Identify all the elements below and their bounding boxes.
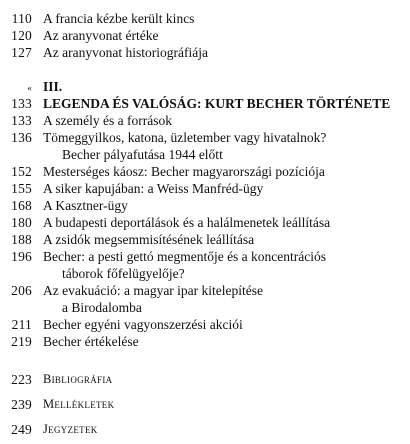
entry-title: Jegyzetek (43, 422, 98, 436)
page-number: 120 (11, 28, 32, 43)
page-number: 152 (11, 164, 32, 179)
toc-entry (0, 129, 410, 146)
part-numeral: III. (43, 79, 63, 94)
page-number: 188 (11, 232, 32, 247)
entry-title: Bibliográfia (43, 372, 113, 386)
toc-entry (0, 44, 410, 61)
entry-title: Az evakuáció: a magyar ipar kitelepítése (43, 283, 264, 298)
chapter-heading (0, 95, 410, 112)
page-number: 249 (11, 422, 32, 437)
entry-title: Becher egyéni vagyonszerzési akciói (43, 317, 243, 332)
entry-title-continuation: táborok főfelügyelője? (62, 266, 185, 281)
entry-title: Becher értékelése (43, 334, 139, 349)
toc-entry (0, 333, 410, 350)
page-number: 180 (11, 215, 32, 230)
back-matter (0, 367, 410, 442)
page-number: 239 (11, 397, 32, 412)
page-number: 136 (11, 130, 32, 145)
toc-entry (0, 163, 410, 180)
page-number: 206 (11, 283, 32, 298)
page-number: 168 (11, 198, 32, 213)
chapter-title: LEGENDA ÉS VALÓSÁG: KURT BECHER TÖRTÉNETE (43, 96, 391, 111)
entry-title-continuation: Becher pályafutása 1944 előtt (62, 147, 223, 162)
page-number: 127 (11, 45, 32, 60)
entry-title: A személy és a források (43, 113, 172, 128)
entry-title: Mellékletek (43, 397, 115, 411)
toc-entry (0, 10, 410, 27)
entry-title: Becher: a pesti gettó megmentője és a koncentrációs (43, 249, 327, 264)
toc-entry (0, 367, 410, 392)
page-number: 196 (11, 249, 32, 264)
entry-title-continuation: a Birodalomba (62, 300, 142, 315)
page-number: 223 (11, 372, 32, 387)
entry-title: A Kasztner-ügy (43, 198, 128, 213)
page-number: 133 (11, 113, 32, 128)
page-number: 219 (11, 334, 32, 349)
toc-entry (0, 197, 410, 214)
part-marker: « (27, 83, 32, 93)
toc-entry (0, 392, 410, 417)
toc-entry (0, 248, 410, 265)
entry-title: Tömeggyilkos, katona, üzletember vagy hivatalnok? (43, 130, 327, 145)
spacer (0, 61, 410, 78)
page-number: 133 (11, 96, 32, 111)
entry-title: Az aranyvonat értéke (43, 28, 159, 43)
entry-title: A budapesti deportálások és a halálmenetek leállítása (43, 215, 331, 230)
page-number: 155 (11, 181, 32, 196)
toc-entry (0, 417, 410, 442)
page-number: 110 (11, 11, 32, 26)
spacer (0, 350, 410, 367)
page-number: 211 (11, 317, 32, 332)
entry-title: Mesterséges káosz: Becher magyarországi pozíciója (43, 164, 325, 179)
part-heading (0, 78, 410, 95)
toc-entry (0, 282, 410, 299)
toc-entry (0, 27, 410, 44)
toc-entry (0, 214, 410, 231)
toc-entry (0, 112, 410, 129)
entry-title: A francia kézbe került kincs (43, 11, 195, 26)
toc-entry (0, 231, 410, 248)
entry-title: A zsidók megsemmisítésének leállítása (43, 232, 255, 247)
toc-entry (0, 316, 410, 333)
entry-title: A siker kapujában: a Weiss Manfréd-ügy (43, 181, 264, 196)
toc-entry (0, 180, 410, 197)
entry-title: Az aranyvonat historiográfiája (43, 45, 208, 60)
